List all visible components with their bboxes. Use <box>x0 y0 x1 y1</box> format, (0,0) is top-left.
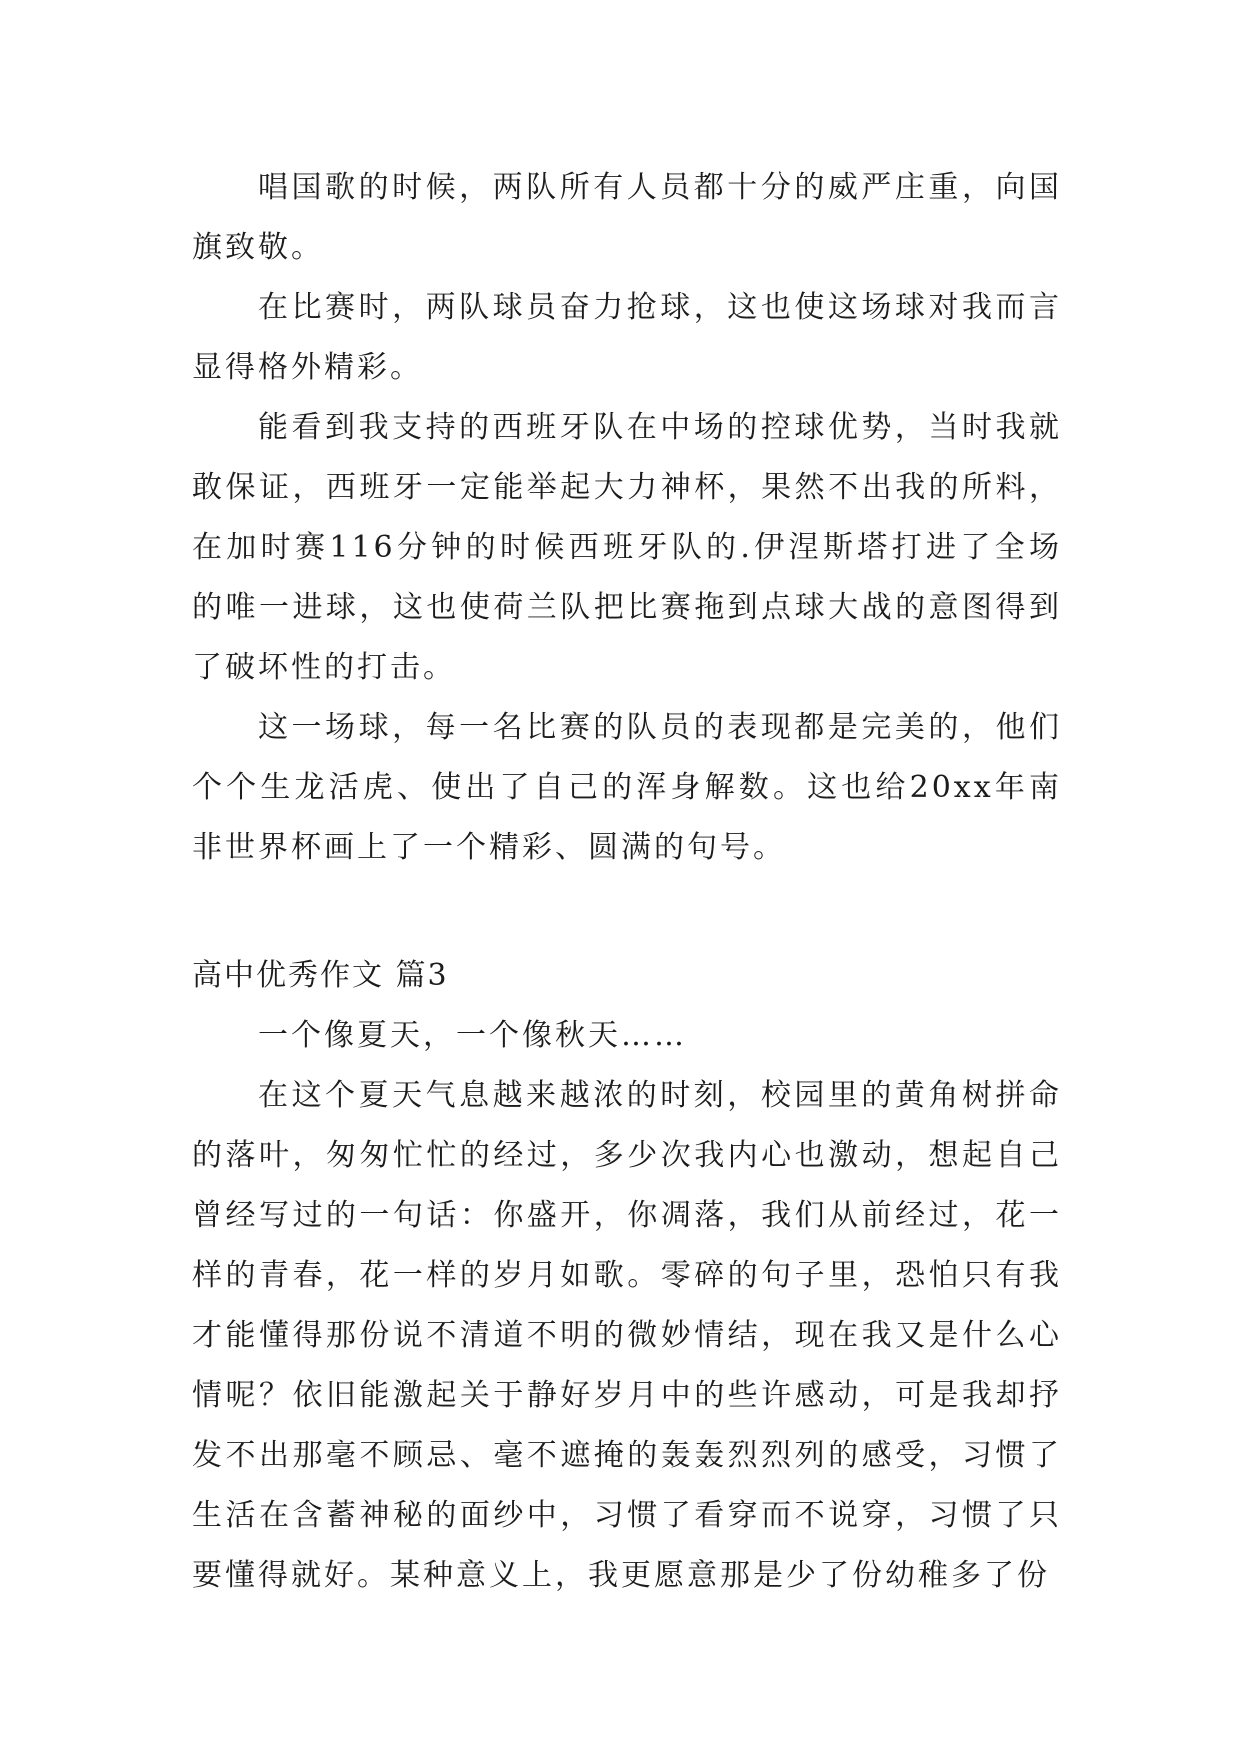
paragraph-conclusion: 这一场球，每一名比赛的队员的表现都是完美的，他们个个生龙活虎、使出了自己的浑身解数。这也给20xx年南非世界杯画上了一个精彩、圆满的句号。 <box>192 710 1062 865</box>
section-spacer <box>192 878 1062 946</box>
document-body <box>192 158 1062 1606</box>
paragraph-spain: 能看到我支持的西班牙队在中场的控球优势，当时我就敢保证，西班牙一定能举起大力神杯，果然不出我的所料，在加时赛116分钟的时候西班牙队的.伊涅斯塔打进了全场的唯一进球，这也使荷兰队把比赛拖到点球大战的意图得到了破坏性的打击。 <box>192 410 1062 685</box>
paragraph-match: 在比赛时，两队球员奋力抢球，这也使这场球对我而言显得格外精彩。 <box>192 290 1062 385</box>
section-heading: 高中优秀作文 篇3 <box>192 958 449 993</box>
paragraph-anthem: 唱国歌的时候，两队所有人员都十分的威严庄重，向国旗致敬。 <box>192 170 1062 265</box>
paragraph-summer-autumn: 一个像夏天，一个像秋天…… <box>258 1018 687 1053</box>
paragraph-campus: 在这个夏天气息越来越浓的时刻，校园里的黄角树拼命的落叶，匆匆忙忙的经过，多少次我内心也激动，想起自己曾经写过的一句话：你盛开，你凋落，我们从前经过，花一样的青春，花一样的岁月如歌。零碎的句子里，恐怕只有我才能懂得那份说不清道不明的微妙情结，现在我又是什么心情呢？依旧能激起关于静好岁月中的些许感动，可是我却抒发不出那毫不顾忌、毫不遮掩的轰轰烈烈列的感受，习惯了生活在含蓄神秘的面纱中，习惯了看穿而不说穿，习惯了只要懂得就好。某种意义上，我更愿意那是少了份幼稚多了份 <box>192 1078 1062 1593</box>
